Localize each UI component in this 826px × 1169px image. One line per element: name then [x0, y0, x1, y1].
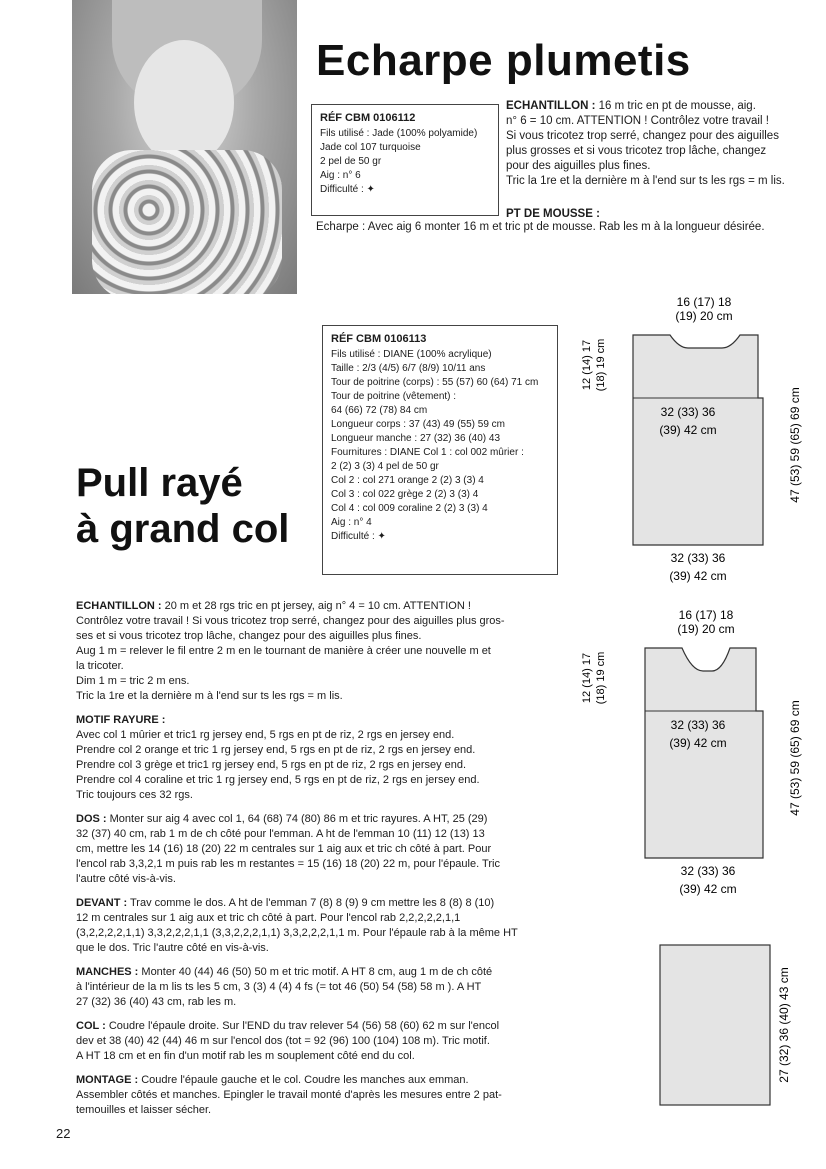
back-bottom-width-2: (39) 42 cm: [669, 569, 727, 583]
difficulty-icon: ✦: [366, 184, 375, 195]
scarf-echantillon: [506, 99, 806, 189]
sleeve-outline: [660, 945, 770, 1105]
ref-line: Col 3 : col 022 grège 2 (2) 3 (3) 4: [331, 489, 479, 500]
front-bottom-width-1: 32 (33) 36: [680, 864, 736, 878]
section-col: [76, 1019, 554, 1064]
text-line: ses et si vous tricotez trop lâche, changez pour des aiguilles plus fines.: [76, 630, 422, 642]
text-line: Coudre l'épaule droite. Sur l'END du trav relever 54 (56) 58 (60) 62 m sur l'encol: [108, 1020, 500, 1032]
ref-line: Tour de poitrine (vêtement) :: [331, 391, 457, 402]
ref-line: 2 (2) 3 (3) 4 pel de 50 gr: [331, 461, 439, 472]
text-line: dev et 38 (40) 42 (44) 46 m sur l'encol dos (tot = 92 (96) 100 (104) 108 m). Tric motif.: [76, 1035, 490, 1047]
ref-line: [331, 530, 549, 544]
back-outline: [633, 335, 763, 545]
pull-ref-title: RÉF CBM 0106113: [331, 333, 427, 345]
ref-line: Taille : 2/3 (4/5) 6/7 (8/9) 10/11 ans: [331, 363, 486, 374]
text-line: Aug 1 m = relever le fil entre 2 m en le tournant de manière à créer une nouvelle m et: [76, 645, 491, 657]
echarpe-text: Echarpe : Avec aig 6 monter 16 m et tric pt de mousse. Rab les m à la longueur désirée.: [316, 221, 765, 233]
ref-line: Longueur corps : 37 (43) 49 (55) 59 cm: [331, 419, 505, 430]
text-line: Prendre col 2 orange et tric 1 rg jersey end, 5 rgs en pt de riz, 2 rgs en jersey end.: [76, 744, 476, 756]
back-inner-width-1: 32 (33) 36: [660, 405, 716, 419]
text-line: 16 m tric en pt de mousse, aig.: [598, 100, 756, 112]
back-bottom-width-1: 32 (33) 36: [670, 551, 726, 565]
section-label: DEVANT :: [76, 897, 128, 909]
scarf-ref-title: RÉF CBM 0106112: [320, 112, 416, 124]
text-line: 27 (32) 36 (40) 43 cm, rab les m.: [76, 996, 237, 1008]
back-right-height: 47 (53) 59 (65) 69 cm: [788, 387, 802, 503]
text-line: temouilles et laisser sécher.: [76, 1104, 212, 1116]
back-top-width-1: 16 (17) 18: [676, 295, 732, 309]
text-line: plus grosses et si vous tricotez trop lâche, changez: [506, 145, 767, 157]
section-label: DOS :: [76, 813, 107, 825]
text-line: à l'intérieur de la m lis ts les 5 cm, 3 (3) 4 (4) 4 fs (= tot 46 (50) 54 (58) 58 m ). A HT: [76, 981, 482, 993]
section-dos: [76, 812, 554, 887]
ref-line: Longueur manche : 27 (32) 36 (40) 43: [331, 433, 500, 444]
page-number: 22: [56, 1126, 71, 1141]
text-line: A HT 18 cm et en fin d'un motif rab les m souplement côté end du col.: [76, 1050, 415, 1062]
ref-line: Col 4 : col 009 coraline 2 (2) 3 (3) 4: [331, 503, 488, 514]
ref-line: 64 (66) 72 (78) 84 cm: [331, 405, 428, 416]
text-line: n° 6 = 10 cm. ATTENTION ! Contrôlez votre travail !: [506, 115, 769, 127]
ref-line: Aig : n° 6: [320, 170, 361, 181]
text-line: Trav comme le dos. A ht de l'emman 7 (8) 8 (9) 9 cm mettre les 8 (8) 8 (10): [130, 897, 495, 909]
section-label: COL :: [76, 1020, 106, 1032]
ref-line: Fils utilisé : Jade (100% polyamide): [320, 128, 478, 139]
section-echantillon: [76, 599, 554, 704]
pt-mousse-label: PT DE MOUSSE :: [506, 208, 600, 220]
ref-line: Jade col 107 turquoise: [320, 142, 421, 153]
difficulty-label: Difficulté :: [320, 184, 364, 195]
text-line: pour des aiguilles plus fines.: [506, 160, 651, 172]
text-line: Tric toujours ces 32 rgs.: [76, 789, 193, 801]
text-line: Si vous tricotez trop serré, changez pour des aiguilles: [506, 130, 779, 142]
back-inner-width-2: (39) 42 cm: [659, 423, 717, 437]
pull-ref-box: [322, 325, 558, 575]
pull-title: [76, 460, 289, 552]
text-line: Tric la 1re et la dernière m à l'end sur ts les rgs = m lis.: [76, 690, 343, 702]
text-line: Monter sur aig 4 avec col 1, 64 (68) 74 (80) 86 m et tric rayures. A HT, 25 (29): [109, 813, 488, 825]
text-line: cm, mettre les 14 (16) 18 (20) 22 m centrales sur 1 aig aux et tric ch côté à part. Pour: [76, 843, 492, 855]
text-line: la tricoter.: [76, 660, 124, 672]
back-top-width-2: (19) 20 cm: [675, 309, 733, 323]
pull-instructions: [76, 599, 554, 1118]
ref-line: Aig : n° 4: [331, 517, 372, 528]
text-line: 32 (37) 40 cm, rab 1 m de ch côté pour l'emman. A ht de l'emman 10 (11) 12 (13) 13: [76, 828, 485, 840]
front-inner-width-2: (39) 42 cm: [669, 736, 727, 750]
section-manches: [76, 965, 554, 1010]
sleeve-schematic: [620, 940, 810, 1110]
ref-line: Tour de poitrine (corps) : 55 (57) 60 (64) 71 cm: [331, 377, 539, 388]
section-montage: [76, 1073, 554, 1118]
ref-line: 2 pel de 50 gr: [320, 156, 382, 167]
back-left-height-2: (18) 19 cm: [595, 338, 607, 392]
ref-line: Fournitures : DIANE Col 1 : col 002 mûrier :: [331, 447, 524, 458]
back-left-height-1: 12 (14) 17: [581, 339, 593, 391]
section-devant: [76, 896, 554, 956]
section-label: MOTIF RAYURE :: [76, 714, 166, 726]
scarf-title: Echarpe plumetis: [316, 36, 691, 85]
scarf-ref-box: [311, 104, 499, 216]
text-line: Prendre col 4 coraline et tric 1 rg jersey end, 5 rgs en pt de riz, 2 rgs en jersey end.: [76, 774, 480, 786]
section-label: ECHANTILLON :: [76, 600, 162, 612]
text-line: 20 m et 28 rgs tric en pt jersey, aig n° 4 = 10 cm. ATTENTION !: [164, 600, 471, 612]
pull-title-line1: Pull rayé: [76, 461, 243, 505]
ref-line: [320, 183, 490, 197]
section-label: MONTAGE :: [76, 1074, 139, 1086]
text-line: Coudre l'épaule gauche et le col. Coudre les manches aux emman.: [141, 1074, 469, 1086]
text-line: que le dos. Tric l'autre côté en vis-à-vis.: [76, 942, 269, 954]
text-line: Assembler côtés et manches. Epingler le travail monté d'après les mesures entre 2 pat-: [76, 1089, 502, 1101]
text-line: Dim 1 m = tric 2 m ens.: [76, 675, 190, 687]
pull-title-line2: à grand col: [76, 507, 290, 551]
front-left-height-2: (18) 19 cm: [595, 651, 607, 705]
sleeve-height: 27 (32) 36 (40) 43 cm: [777, 967, 791, 1083]
section-motif: [76, 713, 554, 803]
section-label: MANCHES :: [76, 966, 139, 978]
front-top-width-1: 16 (17) 18: [678, 608, 734, 622]
text-line: Monter 40 (44) 46 (50) 50 m et tric motif. A HT 8 cm, aug 1 m de ch côté: [141, 966, 493, 978]
ref-line: Fils utilisé : DIANE (100% acrylique): [331, 349, 492, 360]
child-photo: [72, 0, 297, 294]
front-top-width-2: (19) 20 cm: [677, 622, 735, 636]
front-left-height-1: 12 (14) 17: [581, 652, 593, 704]
text-line: l'encol rab 3,3,2,1 m puis rab les m restantes = 15 (16) 18 (20) 22 m, pour l'épaule. Tric: [76, 858, 500, 870]
back-schematic: [570, 290, 810, 590]
photo-scarf: [92, 150, 282, 294]
text-line: Prendre col 3 grège et tric1 rg jersey end, 5 rgs en pt de riz, 2 rgs en jersey end.: [76, 759, 467, 771]
text-line: Tric la 1re et la dernière m à l'end sur ts les rgs = m lis.: [506, 175, 785, 187]
difficulty-icon: ✦: [377, 531, 386, 542]
front-schematic: [570, 603, 810, 903]
photo-face: [134, 40, 234, 165]
text-line: 12 m centrales sur 1 aig aux et tric ch côté à part. Pour l'encol rab 2,2,2,2,2,1,1: [76, 912, 461, 924]
front-bottom-width-2: (39) 42 cm: [679, 882, 737, 896]
front-inner-width-1: 32 (33) 36: [670, 718, 726, 732]
front-right-height: 47 (53) 59 (65) 69 cm: [788, 700, 802, 816]
scarf-echantillon-label: ECHANTILLON :: [506, 100, 596, 112]
text-line: Contrôlez votre travail ! Si vous tricotez trop serré, changez pour des aiguilles plus gros-: [76, 615, 505, 627]
text-line: Avec col 1 mûrier et tric1 rg jersey end, 5 rgs en pt de riz, 2 rgs en jersey end.: [76, 729, 455, 741]
difficulty-label: Difficulté :: [331, 531, 375, 542]
text-line: l'autre côté vis-à-vis.: [76, 873, 176, 885]
ref-line: Col 2 : col 271 orange 2 (2) 3 (3) 4: [331, 475, 484, 486]
front-outline: [645, 648, 763, 858]
text-line: (3,2,2,2,2,1,1) 3,3,2,2,2,1,1 (3,3,2,2,2,1,1) 3,3,2,2,2,1,1 m. Pour l'épaule rab à la même HT: [76, 927, 518, 939]
